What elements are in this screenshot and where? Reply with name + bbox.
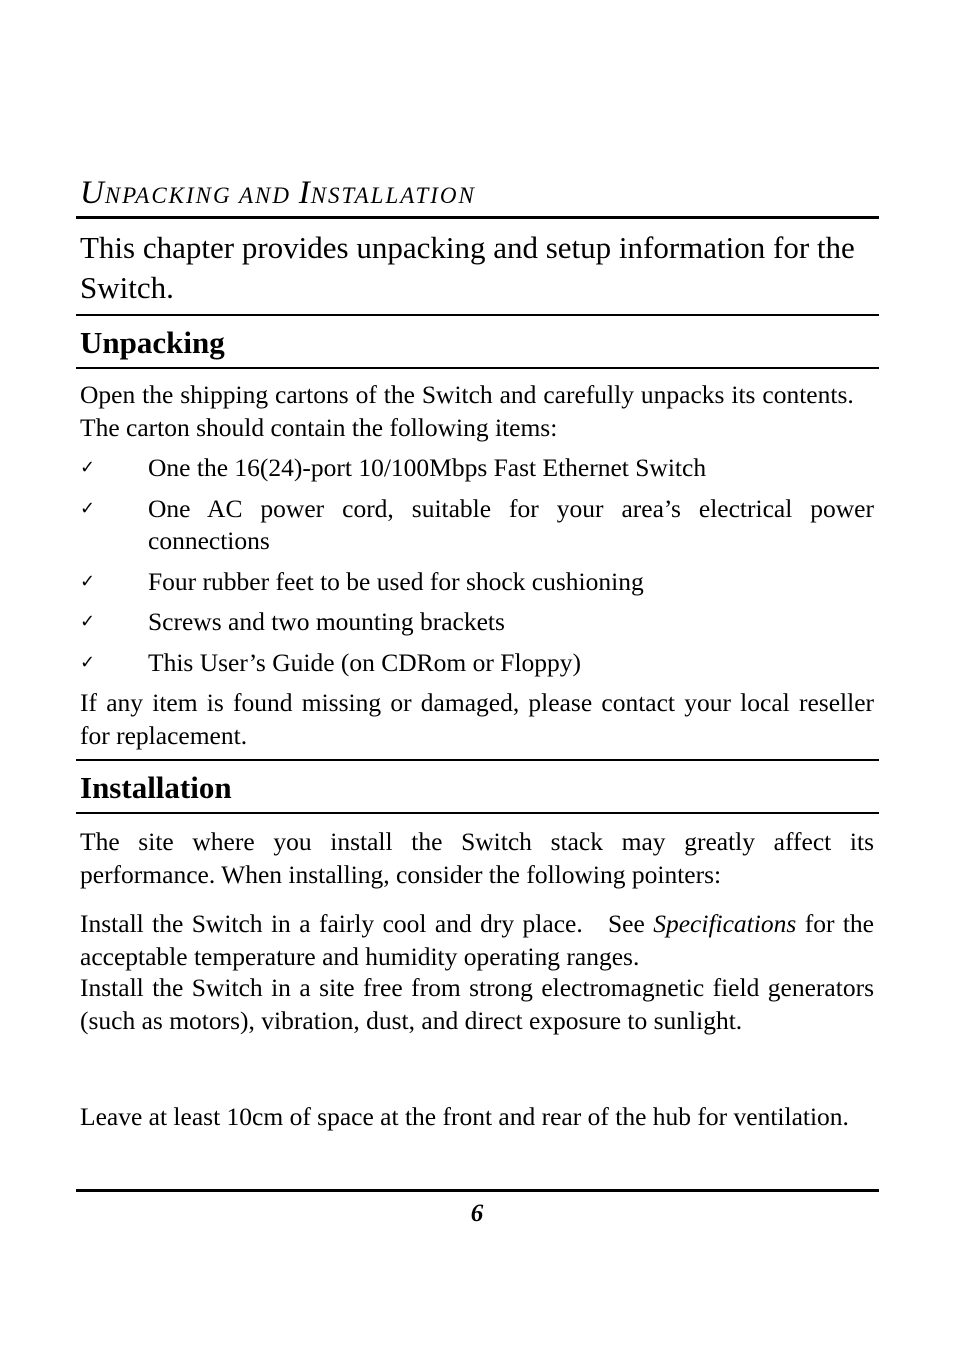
checklist-item <box>80 647 874 680</box>
chapter-title-initial-2: I <box>298 175 311 211</box>
unpacking-outro: If any item is found missing or damaged, please contact your local reseller for replacement. <box>80 688 874 750</box>
unpacking-checklist <box>80 452 874 687</box>
checklist-item-text: One the 16(24)-port 10/100Mbps Fast Ethernet Switch <box>148 453 707 482</box>
chapter-intro: This chapter provides unpacking and setup information for the Switch. <box>80 230 855 305</box>
checklist-item <box>80 566 874 599</box>
chapter-title-part-2: NSTALLATION <box>310 183 476 208</box>
chapter-title-rule <box>76 216 879 219</box>
checkmark-icon: ✓ <box>80 497 96 519</box>
installation-paragraph-2: Install the Switch in a site free from strong electromagnetic field generators (such as motors), vibration, dust, and direct exposure to sunlight. <box>80 973 874 1035</box>
checklist-item <box>80 493 874 558</box>
checklist-item-text: Four rubber feet to be used for shock cushioning <box>148 566 644 596</box>
checkmark-icon: ✓ <box>80 651 96 673</box>
installation-paragraph-3: Leave at least 10cm of space at the front and rear of the hub for ventilation. <box>80 1102 849 1131</box>
section-rule-installation <box>76 759 879 761</box>
chapter-title-initial-1: U <box>80 175 105 211</box>
chapter-title-part-1: NPACKING AND <box>104 183 299 208</box>
checklist-item <box>80 606 874 639</box>
section-rule-top <box>76 314 879 316</box>
specifications-reference: Specifications <box>653 909 797 938</box>
installation-heading-rule <box>76 812 879 814</box>
unpacking-heading-rule <box>76 367 879 369</box>
unpacking-intro: Open the shipping cartons of the Switch and carefully unpacks its contents. The carton should contain the following items: <box>80 380 874 442</box>
checklist-item <box>80 452 874 485</box>
page-number: 6 <box>470 1200 484 1227</box>
installation-intro: The site where you install the Switch stack may greatly affect its performance. When installing, consider the following pointers: <box>80 827 874 889</box>
installation-paragraph-1 <box>80 908 874 973</box>
checkmark-icon: ✓ <box>80 570 96 592</box>
checkmark-icon: ✓ <box>80 611 96 632</box>
checklist-item-text: Screws and two mounting brackets <box>148 607 505 636</box>
checkmark-icon: ✓ <box>80 457 96 478</box>
installation-heading: Installation <box>80 770 232 805</box>
installation-paragraph-1-text-b: for the acceptable temperature and humidity operating ranges. <box>80 909 875 971</box>
footer-rule <box>76 1189 879 1192</box>
installation-paragraph-1-text-a: Install the Switch in a fairly cool and dry place. See <box>80 909 654 938</box>
checklist-item-text: This User’s Guide (on CDRom or Floppy) <box>148 647 582 677</box>
checklist-item-text: One AC power cord, suitable for your area’s electrical power connections <box>148 493 874 555</box>
chapter-title <box>80 168 476 221</box>
unpacking-heading: Unpacking <box>80 325 225 360</box>
